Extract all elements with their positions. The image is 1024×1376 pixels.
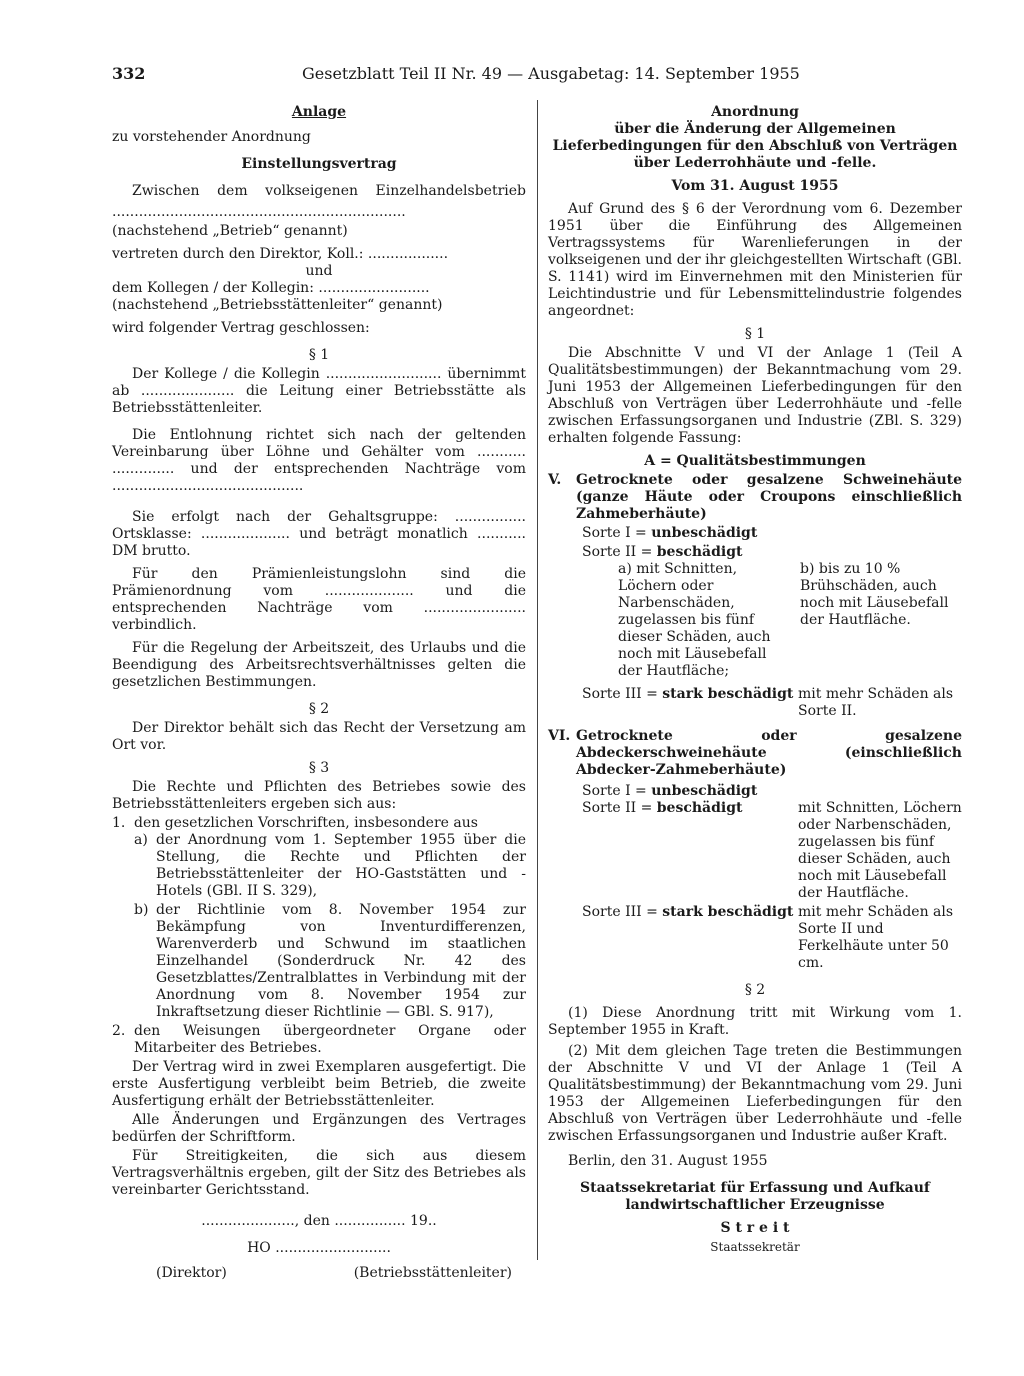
page-header-title: Gesetzblatt Teil II Nr. 49 — Ausgabetag: 14. September 1955 [302, 64, 800, 83]
order-title: Anordnung [711, 104, 799, 120]
vertreten-line: vertreten durch den Direktor, Koll.: .................. [112, 246, 449, 262]
between-line: Zwischen dem volkseigenen Einzelhandelsbetrieb [132, 183, 526, 199]
signature-labels [112, 1265, 526, 1282]
section-vi-title: Getrocknete oder gesalzene Abdeckerschweinehäute (einschließlich Abdecker-Zahmeberhäute) [576, 728, 962, 778]
right-column [548, 104, 962, 1256]
left-s1-para-5: Für die Regelung der Arbeitszeit, des Urlaubs und die Beendigung des Arbeitsrechtsverhältnisses gelten die gesetzlichen Bestimmungen. [112, 640, 526, 690]
grade-label: Sorte III = [582, 686, 663, 702]
grade-description: mit mehr Schäden als Sorte II und Ferkelhäute unter 50 cm. [798, 904, 954, 971]
list-item [112, 832, 526, 900]
order-subject: über die Änderung der Allgemeinen Lieferbedingungen für den Abschluß von Verträgen über Lederrohhäute und -felle. [552, 121, 958, 171]
place-date: Berlin, den 31. August 1955 [568, 1153, 768, 1169]
section-v-number: V. [548, 472, 562, 488]
list-item [112, 1023, 526, 1057]
grade-value: stark beschädigt [662, 686, 794, 702]
anlage-subheading: zu vorstehender Anordnung [112, 129, 311, 145]
list-item [112, 902, 526, 1021]
page-header [112, 64, 982, 88]
grade-value: stark beschädigt [662, 904, 794, 920]
list-text: der Anordnung vom 1. September 1955 über die Stellung, die Rechte und Pflichten der Betriebsstättenleiter der HO-Gaststätten und -Hotels (GBl. II S. 329), [156, 832, 526, 899]
order-date: Vom 31. August 1955 [671, 178, 839, 194]
list-text: der Richtlinie vom 8. November 1954 zur Bekämpfung von Inventurdifferenzen, Warenverderb und Schwund im staatlichen Einzelhandel (Sonderdruck Nr. 42 des Gesetzblattes/Zentralblattes in Verbindung mit der Anordnung vom 8. November 1954 zur Inkraftsetzung dieser Richtlinie — GBl. S. 917), [156, 902, 526, 1020]
signature-manager: (Betriebsstättenleiter) [353, 1265, 512, 1281]
streit-para: Für Streitigkeiten, die sich aus diesem Vertragsverhältnis ergeben, gilt der Sitz des Betriebes als vereinbarter Gerichtsstand. [112, 1148, 526, 1198]
grade-label: Sorte II = [582, 800, 657, 816]
anlage-heading: Anlage [291, 104, 347, 120]
column-divider [537, 100, 538, 1260]
grade-description: mit Schnitten, Löchern oder Narbenschäden, zugelassen bis fünf dieser Schäden, auch noch mit Läusebefall der Hautfläche. [798, 800, 962, 901]
right-s1-para-1: Die Abschnitte V und VI der Anlage 1 (Teil A Qualitätsbestimmungen) der Bekanntmachung vom 29. Juni 1953 der Allgemeinen Lieferbedingungen für den Abschluß von Verträgen über Lederrohhäute und -felle zwischen Erfassungsorganen und Industrie (ZBl. S. 329) erhalten folgende Fassung: [548, 345, 962, 446]
grade-ii-item-a: a) mit Schnitten, Löchern oder Narbenschäden, zugelassen bis fünf dieser Schäden, auch noch mit Läusebefall der Hautfläche; [618, 561, 771, 679]
list-number: a) [134, 832, 148, 848]
left-s1-para-1: Der Kollege / die Kollegin .......................... übernimmt ab ..................... die Leitung einer Betriebsstätte als Betriebsstättenleiter. [112, 366, 526, 416]
left-section-3: § 3 [308, 760, 330, 776]
order-intro: Auf Grund des § 6 der Verordnung vom 6. Dezember 1951 über die Einführung des Allgemeinen Vertragssystems für Warenlieferungen in der volkseigenen und der ihr gleichgestellten Wirtschaft (GBl. S. 1141) wird im Einvernehmen mit den Ministerien für Leichtindustrie und für Lebensmittelindustrie folgendes angeordnet: [548, 201, 962, 319]
section-vi [548, 728, 962, 779]
left-section-1: § 1 [308, 347, 330, 363]
list-text: den Weisungen übergeordneter Organe oder Mitarbeiter des Betriebes. [134, 1023, 526, 1056]
list-number: 1. [112, 815, 126, 831]
section-vi-number: VI. [548, 728, 571, 744]
date-line: ....................., den ................ 19.. [201, 1213, 437, 1229]
quality-title: A = Qualitätsbestimmungen [644, 453, 866, 469]
left-s1-para-2: Die Entlohnung richtet sich nach der geltenden Vereinbarung über Löhne und Gehälter vom ........... .............. und der entsprechenden Nachträge vom ........................................... [112, 427, 526, 494]
grade-value: beschädigt [656, 800, 743, 816]
grade-label: Sorte I = [582, 783, 652, 799]
section-v-title: Getrocknete oder gesalzene Schweinehäute (ganze Häute oder Croupons einschließlich Zahmeberhäute) [576, 472, 962, 522]
contract-title: Einstellungsvertrag [241, 156, 397, 172]
signature-director: (Direktor) [156, 1265, 227, 1281]
grade-row [548, 783, 962, 800]
und-line: und [305, 263, 333, 279]
grade-label: Sorte III = [582, 904, 663, 920]
left-s1-para-4: Für den Prämienleistungslohn sind die Prämienordnung vom .................... und die entsprechenden Nachträge vom ....................... verbindlich. [112, 566, 526, 633]
list-number: b) [134, 902, 149, 918]
left-section-2: § 2 [308, 701, 330, 717]
grade-value: beschädigt [656, 544, 743, 560]
grade-row [548, 686, 962, 720]
list-text: den gesetzlichen Vorschriften, insbesondere aus [134, 815, 478, 831]
grade-value: unbeschädigt [651, 783, 758, 799]
signer-name: S t r e i t [720, 1220, 790, 1236]
list-item [112, 815, 526, 832]
aenderungen-para: Alle Änderungen und Ergänzungen des Vertrages bedürfen der Schriftform. [112, 1112, 526, 1145]
right-s2-para-2: (2) Mit dem gleichen Tage treten die Bestimmungen der Abschnitte V und VI der Anlage 1 (Teil A Qualitätsbestimmung) der Bekanntmachung vom 29. Juni 1953 der Allgemeinen Lieferbedingungen für den Abschluß von Verträgen über Lederrohhäute und -felle zwischen Erfassungsorganen und Industrie außer Kraft. [548, 1043, 962, 1144]
right-section-2: § 2 [744, 982, 766, 998]
betrieb-named: (nachstehend „Betrieb“ genannt) [112, 223, 348, 239]
grade-row [548, 904, 962, 972]
grade-label: Sorte II = [582, 544, 657, 560]
grade-ii-subitems [548, 561, 962, 680]
left-s3-para-1: Die Rechte und Pflichten des Betriebes sowie des Betriebsstättenleiters ergeben sich aus: [112, 779, 526, 812]
grade-value: unbeschädigt [651, 525, 758, 541]
list-number: 2. [112, 1023, 126, 1039]
right-section-1: § 1 [744, 326, 766, 342]
fill-line-1: .................................................................. [112, 204, 406, 220]
grade-description: mit mehr Schäden als Sorte II. [798, 686, 954, 719]
left-column [112, 104, 526, 1282]
issuing-authority: Staatssekretariat für Erfassung und Aufkauf landwirtschaftlicher Erzeugnisse [580, 1180, 930, 1213]
signer-title: Staatssekretär [710, 1240, 800, 1254]
left-s1-para-3: Sie erfolgt nach der Gehaltsgruppe: ................ Ortsklasse: .................... und beträgt monatlich ........... DM brutto. [112, 509, 526, 559]
right-s2-para-1: (1) Diese Anordnung tritt mit Wirkung vom 1. September 1955 in Kraft. [548, 1005, 962, 1038]
bsl-named: (nachstehend „Betriebsstättenleiter“ genannt) [112, 297, 443, 313]
grade-row [548, 800, 962, 902]
grade-row [548, 544, 962, 561]
kollege-line: dem Kollegen / der Kollegin: ......................... [112, 280, 430, 296]
grade-ii-item-b: b) bis zu 10 % Brühschäden, auch noch mit Läusebefall der Hautfläche. [800, 561, 949, 628]
section-v [548, 472, 962, 523]
page-number: 332 [112, 64, 146, 83]
left-s2-para-1: Der Direktor behält sich das Recht der Versetzung am Ort vor. [112, 720, 526, 753]
grade-row [548, 525, 962, 542]
geschlossen-line: wird folgender Vertrag geschlossen: [112, 320, 370, 336]
exemplare-para: Der Vertrag wird in zwei Exemplaren ausgefertigt. Die erste Ausfertigung verbleibt beim Betrieb, die zweite Ausfertigung erhält der Betriebsstättenleiter. [112, 1059, 526, 1109]
ho-line: HO .......................... [247, 1240, 391, 1256]
grade-label: Sorte I = [582, 525, 652, 541]
